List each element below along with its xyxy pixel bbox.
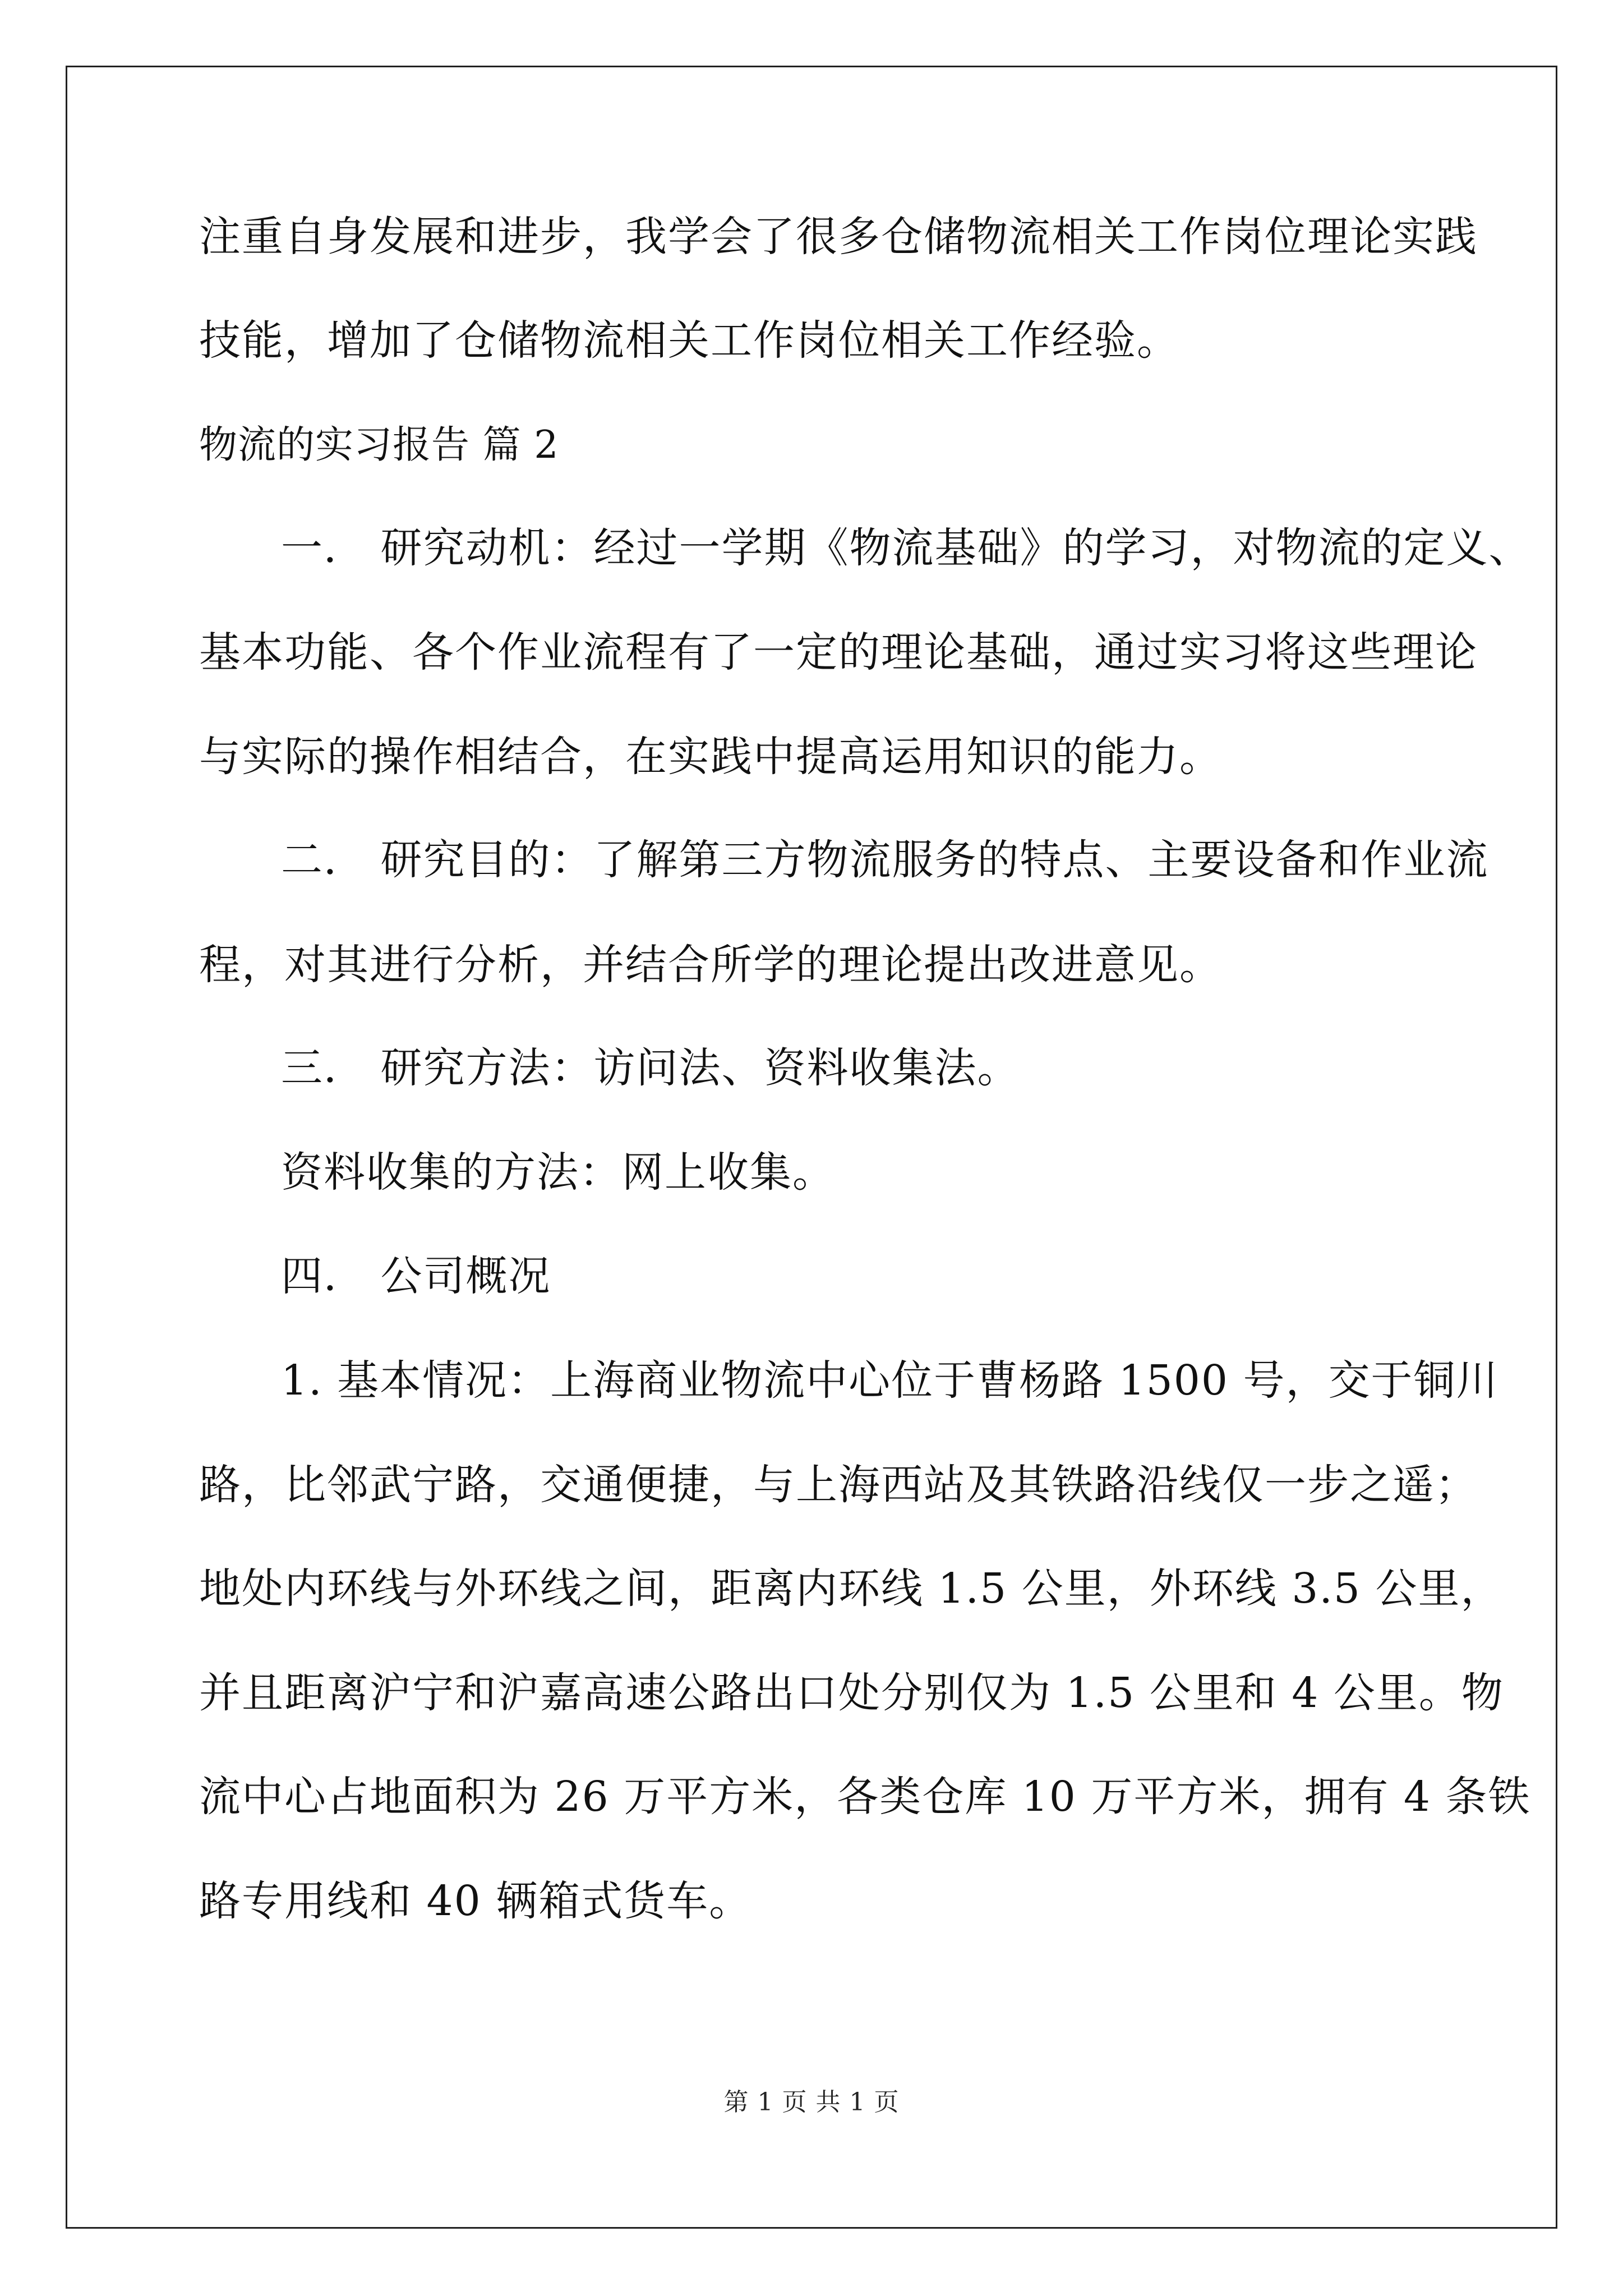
paragraph-line: 流中心占地面积为 26 万平方米，各类仓库 10 万平方米，拥有 4 条铁 xyxy=(199,1773,1531,1821)
paragraph-line: 四． 公司概况 xyxy=(281,1252,551,1300)
paragraph-line: 资料收集的方法：网上收集。 xyxy=(281,1148,835,1197)
paragraph-line: 程，对其进行分析，并结合所学的理论提出改进意见。 xyxy=(199,941,1222,989)
paragraph-line: 1. 基本情况：上海商业物流中心位于曹杨路 1500 号，交于铜川 xyxy=(281,1356,1499,1405)
paragraph-line: 一． 研究动机：经过一学期《物流基础》的学习，对物流的定义、 xyxy=(281,524,1532,572)
paragraph-line: 二． 研究目的：了解第三方物流服务的特点、主要设备和作业流 xyxy=(281,836,1489,884)
paragraph-line: 注重自身发展和进步，我学会了很多仓储物流相关工作岗位理论实践 xyxy=(199,213,1478,261)
paragraph-line: 基本功能、各个作业流程有了一定的理论基础，通过实习将这些理论 xyxy=(199,628,1478,677)
section-heading: 物流的实习报告 篇 2 xyxy=(199,423,559,467)
paragraph-line: 路，比邻武宁路，交通便捷，与上海西站及其铁路沿线仅一步之遥； xyxy=(199,1461,1478,1509)
paragraph-line: 并且距离沪宁和沪嘉高速公路出口处分别仅为 1.5 公里和 4 公里。物 xyxy=(199,1669,1504,1717)
paragraph-line: 地处内环线与外环线之间，距离内环线 1.5 公里，外环线 3.5 公里， xyxy=(199,1565,1504,1613)
page-number-footer: 第 1 页 共 1 页 xyxy=(723,2088,900,2116)
paragraph-line: 技能，增加了仓储物流相关工作岗位相关工作经验。 xyxy=(199,316,1179,365)
paragraph-line: 三． 研究方法：访问法、资料收集法。 xyxy=(281,1044,1020,1092)
paragraph-line: 与实际的操作相结合，在实践中提高运用知识的能力。 xyxy=(199,733,1222,781)
paragraph-line: 路专用线和 40 辆箱式货车。 xyxy=(199,1877,752,1925)
